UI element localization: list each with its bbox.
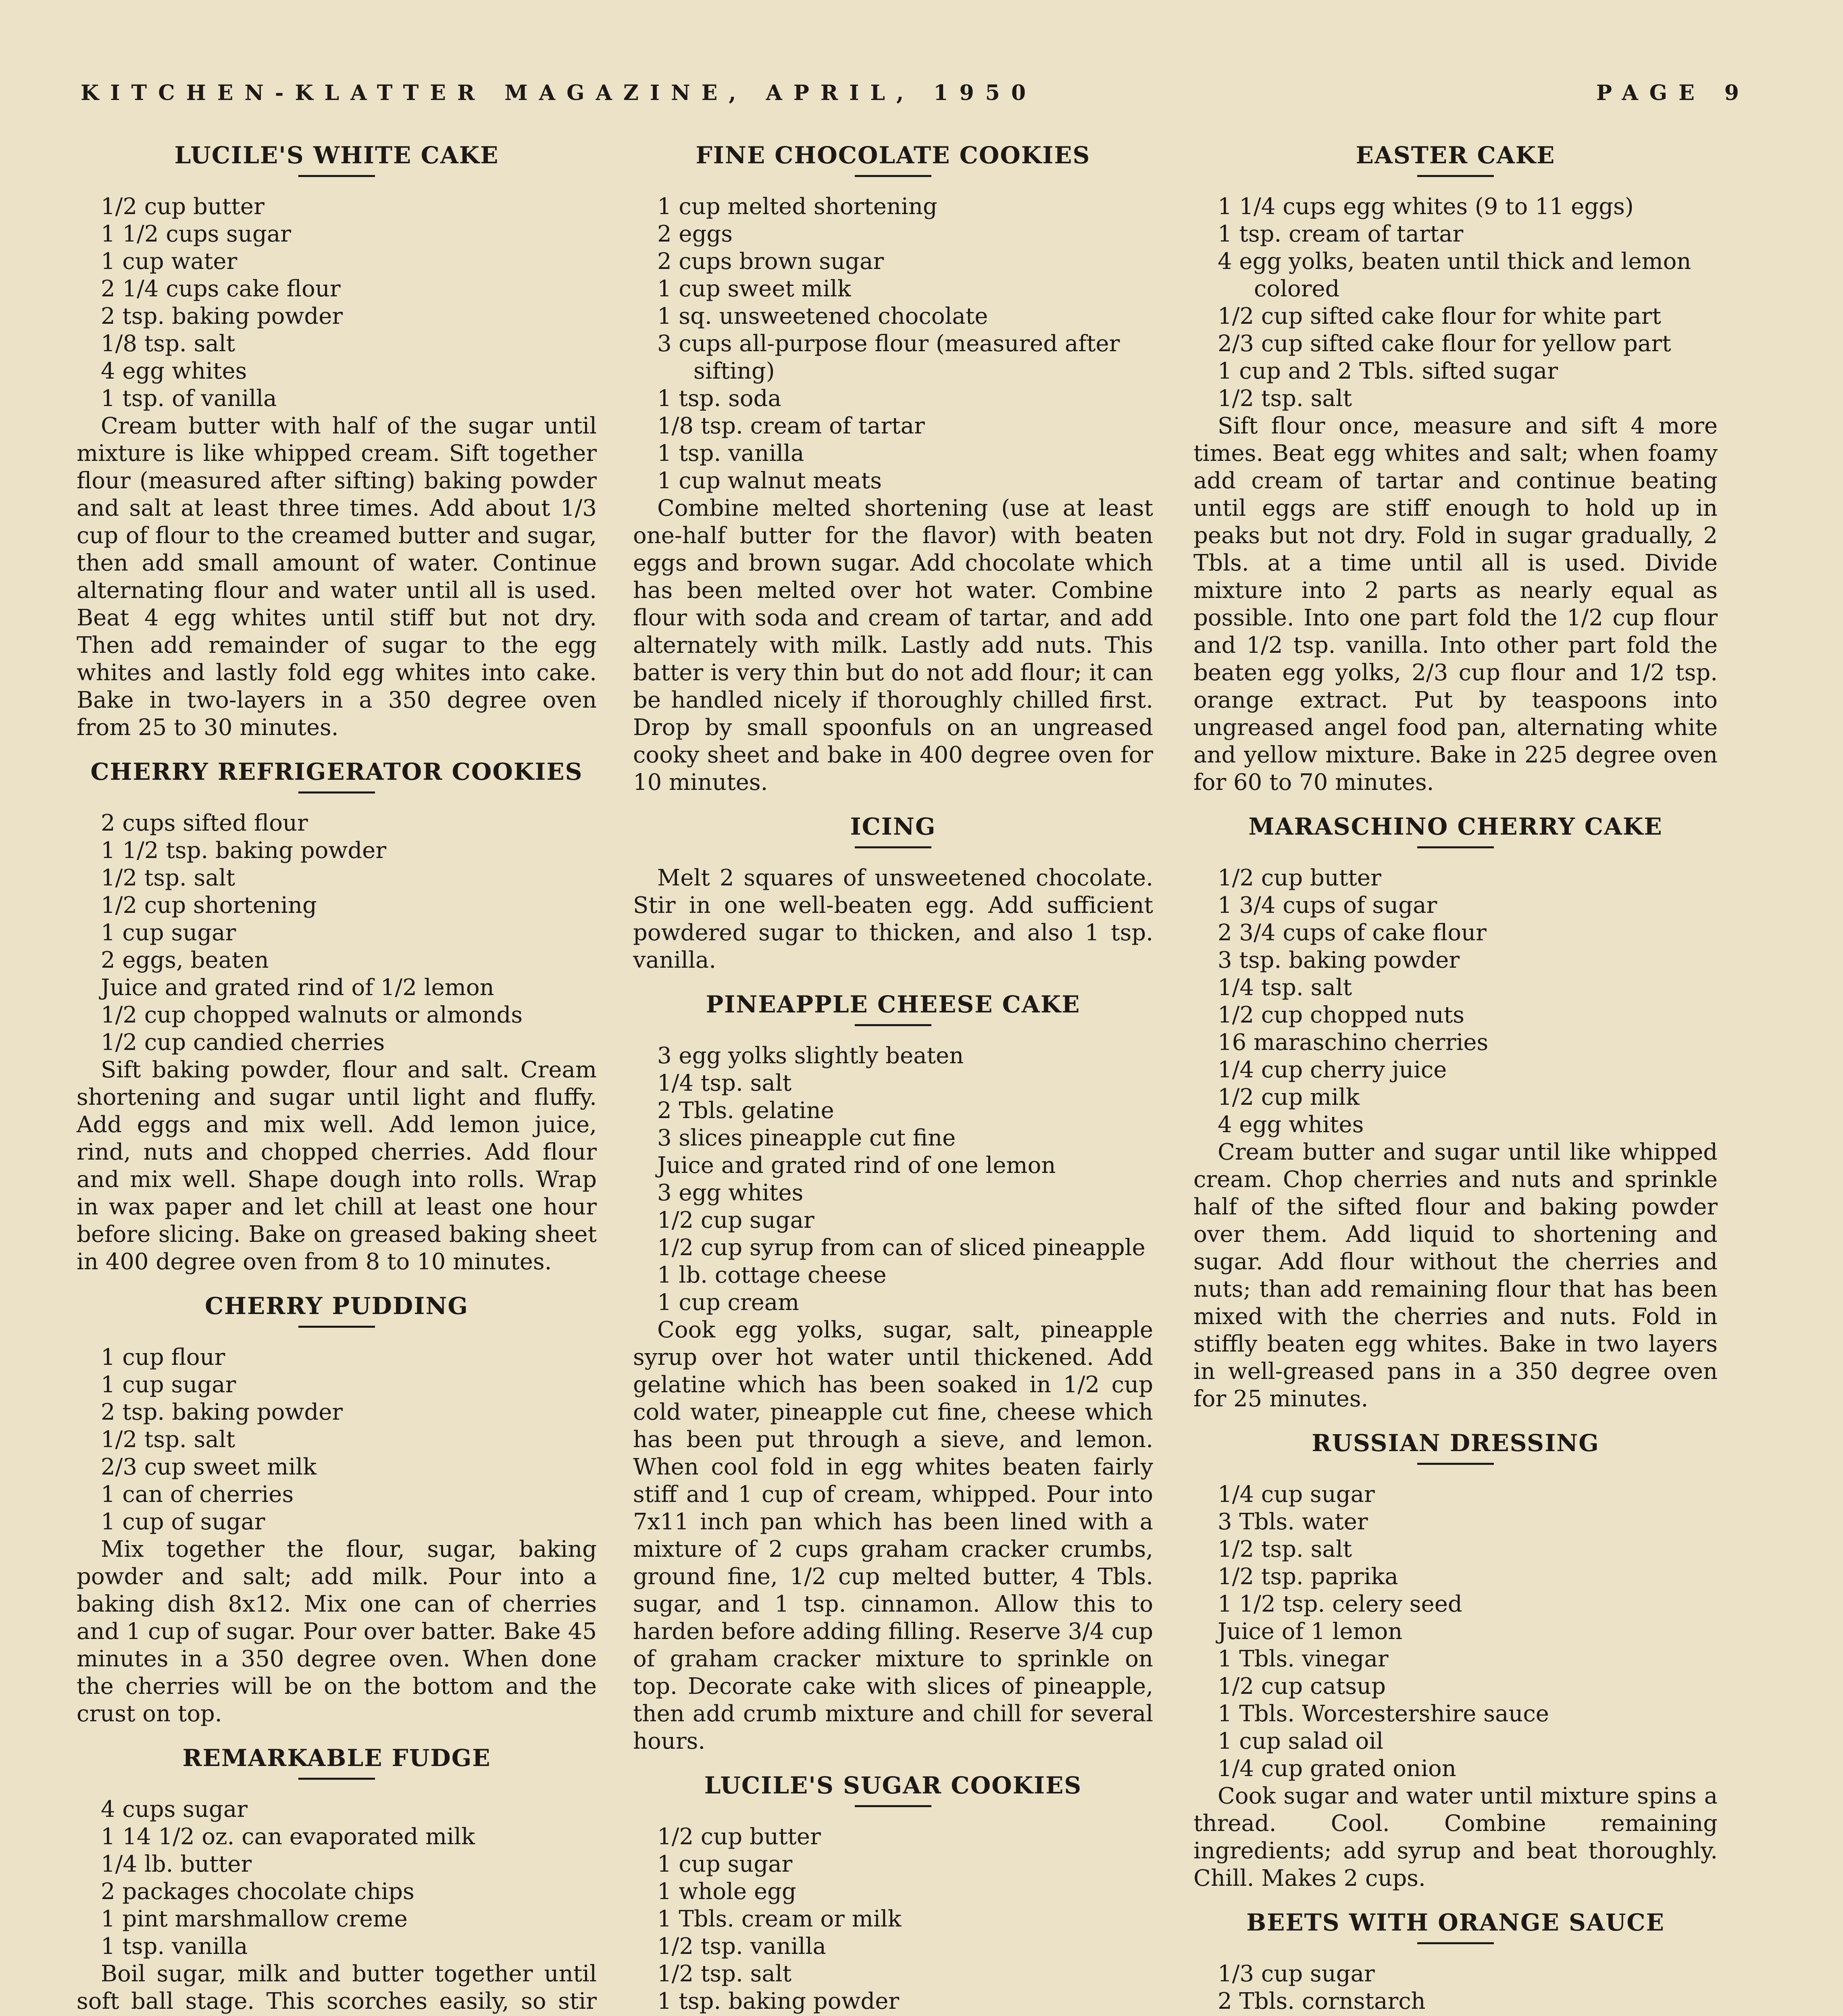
title-rule xyxy=(855,175,931,177)
ingredient: 1/2 cup chopped walnuts or almonds xyxy=(101,1002,523,1028)
ingredient: 2/3 cup sweet milk xyxy=(101,1454,317,1480)
ingredient: 1 cup sweet milk xyxy=(657,276,851,302)
title-rule xyxy=(298,1778,375,1780)
ingredient: 1 tsp. vanilla xyxy=(101,1933,248,1960)
ingredient: 1/8 tsp. salt xyxy=(101,331,235,357)
title-rule xyxy=(855,1805,931,1807)
title-rule xyxy=(298,175,375,177)
ingredient: 4 egg whites xyxy=(101,358,247,384)
ingredient: 1 cup walnut meats xyxy=(657,468,882,494)
ingredient: 1/2 tsp. salt xyxy=(657,1961,792,1987)
recipe xyxy=(77,1744,597,2016)
ingredient: 1/2 cup chopped nuts xyxy=(1218,1002,1465,1028)
ingredient: 1 cup and 2 Tbls. sifted sugar xyxy=(1218,358,1558,384)
ingredient: 1/3 cup sugar xyxy=(1218,1961,1375,1987)
ingredient: 1/2 cup milk xyxy=(1218,1084,1360,1110)
recipe-directions: Boil sugar, milk and butter together until soft ball stage. This scorches easily, so stir xyxy=(77,1961,597,2014)
ingredient: 1 cup cream xyxy=(657,1289,800,1316)
title-rule xyxy=(1417,1463,1494,1465)
ingredient: 1/2 cup syrup from can of sliced pineapple xyxy=(657,1235,1145,1261)
ingredient-list xyxy=(633,1823,1153,2016)
ingredient: 3 egg yolks slightly beaten xyxy=(657,1043,964,1069)
ingredient: 1/2 cup sifted cake flour for white part xyxy=(1218,303,1661,329)
recipe-title: MARASCHINO CHERRY CAKE xyxy=(1248,813,1663,840)
recipe-title: LUCILE'S SUGAR COOKIES xyxy=(704,1772,1082,1799)
ingredient: 2 Tbls. gelatine xyxy=(657,1098,834,1124)
ingredient: 1 3/4 cups of sugar xyxy=(1218,892,1437,918)
ingredient: 1 cup water xyxy=(101,248,237,275)
recipe-directions: Cook sugar and water until mixture spins a thread. Cool. Combine remaining ingredients; add syrup and beat thoroughly. Chill. Makes 2 cups. xyxy=(1193,1783,1718,1891)
ingredient: 1/2 tsp. salt xyxy=(101,1427,235,1453)
ingredient: 1 14 1/2 oz. can evaporated milk xyxy=(101,1824,475,1850)
ingredient-list xyxy=(1193,193,1718,412)
ingredient: 1 cup salad oil xyxy=(1218,1728,1384,1754)
recipe-title: ICING xyxy=(850,813,936,840)
ingredient-list xyxy=(1193,1960,1718,2016)
ingredient-list xyxy=(1193,1481,1718,1783)
ingredient: 1/4 cup sugar xyxy=(1218,1481,1375,1508)
recipe xyxy=(633,1771,1153,2016)
recipe-title: CHERRY REFRIGERATOR COOKIES xyxy=(90,758,583,785)
ingredient: 1/4 cup cherry juice xyxy=(1218,1057,1447,1083)
recipe-title: FINE CHOCOLATE COOKIES xyxy=(696,142,1091,169)
ingredient-list xyxy=(633,193,1153,495)
ingredient: 1 whole egg xyxy=(657,1879,796,1905)
recipe-directions: Mix together the flour, sugar, baking powder and salt; add milk. Pour into a baking dish 8x12. Mix one can of cherries and 1 cup of sugar. Pour over batter. Bake 45 minutes in a 350 degree oven. When done the cherries will be on the bottom and the crust on top. xyxy=(77,1536,597,1727)
title-rule xyxy=(1417,1942,1494,1944)
ingredient: 1 1/2 tsp. celery seed xyxy=(1218,1591,1462,1617)
recipe-directions: Sift baking powder, flour and salt. Cream shortening and sugar until light and fluffy. Add eggs and mix well. Add lemon juice, rind, nuts and chopped cherries. Add flour and mix well. Shape dough into rolls. Wrap in wax paper and let chill at least one hour before slicing. Bake on greased baking sheet in 400 degree oven from 8 to 10 minutes. xyxy=(77,1057,597,1275)
recipe-title: REMARKABLE FUDGE xyxy=(182,1744,491,1772)
ingredient: 2 tsp. baking powder xyxy=(101,303,343,329)
ingredient: 4 cups sugar xyxy=(101,1796,248,1822)
column-1 xyxy=(77,141,597,2016)
ingredient: 1 tsp. baking powder xyxy=(657,1988,900,2014)
ingredient: 1 cup of sugar xyxy=(101,1509,265,1535)
ingredient: 2 eggs, beaten xyxy=(101,947,269,973)
title-rule xyxy=(1417,846,1494,848)
recipe xyxy=(633,990,1153,1755)
ingredient: 1/4 tsp. salt xyxy=(1218,975,1352,1001)
recipe xyxy=(1193,812,1718,1413)
recipe-directions: Cream butter with half of the sugar until mixture is like whipped cream. Sift together flour (measured after sifting) baking powder and salt at least three times. Add about 1/3 cup of flour to the creamed butter and sugar, then add small amount of water. Continue alternating flour and water until all is used. Beat 4 egg whites until stiff but not dry. Then add remainder of sugar to the egg whites and lastly fold egg whites into cake. Bake in two-layers in a 350 degree oven from 25 to 30 minutes. xyxy=(77,413,597,741)
ingredient-list xyxy=(77,1344,597,1536)
ingredient: 1/2 cup sugar xyxy=(657,1207,814,1233)
recipe xyxy=(633,812,1153,974)
ingredient: 16 maraschino cherries xyxy=(1218,1029,1489,1056)
ingredient: 1 tsp. soda xyxy=(657,385,781,412)
recipe xyxy=(77,758,597,1276)
ingredient: 1/4 tsp. salt xyxy=(657,1070,792,1096)
recipe-directions: Sift flour once, measure and sift 4 more times. Beat egg whites and salt; when foamy add cream of tartar and continue beating until eggs are stiff enough to hold up in peaks but not dry. Fold in sugar gradually, 2 Tbls. at a time until all is used. Divide mixture into 2 parts as nearly equal as possible. Into one part fold the 1/2 cup flour and 1/2 tsp. vanilla. Into other part fold the beaten egg yolks, 2/3 cup flour and 1/2 tsp. orange extract. Put by teaspoons into ungreased angel food pan, alternating white and yellow mixture. Bake in 225 degree oven for 60 to 70 minutes. xyxy=(1193,413,1718,796)
ingredient: 1 1/2 tsp. baking powder xyxy=(101,837,387,864)
ingredient: 1/2 cup butter xyxy=(657,1824,821,1850)
ingredient: Juice of 1 lemon xyxy=(1218,1618,1403,1645)
ingredient: 1/2 cup candied cherries xyxy=(101,1029,385,1056)
title-rule xyxy=(298,1326,375,1328)
ingredient: 1 Tbls. vinegar xyxy=(1218,1646,1389,1672)
ingredient: 1/2 cup catsup xyxy=(1218,1673,1386,1699)
ingredient: 2 packages chocolate chips xyxy=(101,1879,414,1905)
recipe-title: BEETS WITH ORANGE SAUCE xyxy=(1246,1909,1665,1936)
ingredient: 4 egg whites xyxy=(1218,1112,1364,1138)
ingredient: 1 cup sugar xyxy=(101,920,236,946)
ingredient: 1/2 tsp. vanilla xyxy=(657,1933,826,1960)
recipe-directions: Combine melted shortening (use at least one-half butter for the flavor) with beaten eggs and brown sugar. Add chocolate which has been melted over hot water. Combine flour with soda and cream of tartar, and add alternately with milk. Lastly add nuts. This batter is very thin but do not add flour; it can be handled nicely if thoroughly chilled first. Drop by small spoonfuls on an ungreased cooky sheet and bake in 400 degree oven for 10 minutes. xyxy=(633,495,1153,796)
recipe-directions: Cook egg yolks, sugar, salt, pineapple syrup over hot water until thickened. Add gelatine which has been soaked in 1/2 cup cold water, pineapple cut fine, cheese which has been put through a sieve, and lemon. When cool fold in egg whites beaten fairly stiff and 1 cup of cream, whipped. Pour into 7x11 inch pan which has been lined with a mixture of 2 cups graham cracker crumbs, ground fine, 1/2 cup melted butter, 4 Tbls. sugar, and 1 tsp. cinnamon. Allow this to harden before adding filling. Reserve 3/4 cup of graham cracker mixture to sprinkle on top. Decorate cake with slices of pineapple, then add crumb mixture and chill for several hours. xyxy=(633,1317,1153,1754)
ingredient-list xyxy=(633,1042,1153,1316)
recipe xyxy=(1193,1429,1718,1892)
ingredient: 1/2 cup butter xyxy=(1218,865,1381,891)
ingredient: 3 tsp. baking powder xyxy=(1218,947,1460,973)
masthead: KITCHEN-KLATTER MAGAZINE, APRIL, 1950 xyxy=(81,81,1037,105)
ingredient: 1 tsp. cream of tartar xyxy=(1218,221,1464,247)
ingredient: 1/4 lb. butter xyxy=(101,1851,252,1877)
title-rule xyxy=(298,791,375,793)
ingredient-list xyxy=(77,1796,597,1960)
ingredient: 1 tsp. vanilla xyxy=(657,440,804,467)
ingredient: 1 1/4 cups egg whites (9 to 11 eggs) xyxy=(1218,194,1634,220)
ingredient: 1/2 tsp. salt xyxy=(101,865,235,891)
ingredient: 1 lb. cottage cheese xyxy=(657,1262,887,1288)
title-rule xyxy=(855,846,931,848)
recipe-title: RUSSIAN DRESSING xyxy=(1312,1429,1599,1457)
ingredient-list xyxy=(77,193,597,412)
ingredient: 1/4 cup grated onion xyxy=(1218,1756,1456,1782)
ingredient: 1 cup sugar xyxy=(101,1372,236,1398)
ingredient: 1 can of cherries xyxy=(101,1481,294,1508)
page-header xyxy=(81,81,1750,117)
recipe-title: CHERRY PUDDING xyxy=(205,1292,469,1320)
recipe-directions: Cream butter and sugar until like whipped cream. Chop cherries and nuts and sprinkle half of the sifted flour and baking powder over them. Add liquid to shortening and sugar. Add flour without the cherries and nuts; than add remaining flour that has been mixed with the cherries and nuts. Fold in stiffly beaten egg whites. Bake in two layers in well-greased pans in a 350 degree oven for 25 minutes. xyxy=(1193,1139,1718,1412)
ingredient: 1/2 cup shortening xyxy=(101,892,317,918)
ingredient: 2 tsp. baking powder xyxy=(101,1399,343,1425)
ingredient: Juice and grated rind of 1/2 lemon xyxy=(101,975,494,1001)
recipe xyxy=(633,141,1153,796)
ingredient: 1 cup melted shortening xyxy=(657,194,937,220)
ingredient: Juice and grated rind of one lemon xyxy=(657,1152,1056,1179)
ingredient-list xyxy=(77,810,597,1056)
recipe-title: EASTER CAKE xyxy=(1356,142,1556,169)
ingredient: 3 egg whites xyxy=(657,1180,804,1206)
recipe xyxy=(77,141,597,741)
ingredient: 3 cups all-purpose flour (measured after sifting) xyxy=(657,331,1120,384)
ingredient: 1/8 tsp. cream of tartar xyxy=(657,413,925,439)
ingredient: 1 Tbls. cream or milk xyxy=(657,1906,902,1932)
ingredient: 2/3 cup sifted cake flour for yellow part xyxy=(1218,331,1671,357)
ingredient: 2 1/4 cups cake flour xyxy=(101,276,341,302)
recipe xyxy=(1193,1908,1718,2016)
recipe-title: LUCILE'S WHITE CAKE xyxy=(174,142,499,169)
ingredient: 2 cups sifted flour xyxy=(101,810,308,836)
recipe xyxy=(77,1292,597,1728)
recipe-title: PINEAPPLE CHEESE CAKE xyxy=(706,991,1081,1018)
ingredient: 1/2 tsp. salt xyxy=(1218,1536,1352,1562)
ingredient: 1/2 tsp. paprika xyxy=(1218,1564,1398,1590)
ingredient: 1 cup flour xyxy=(101,1344,225,1370)
ingredient: 1 cup sugar xyxy=(657,1851,793,1877)
ingredient: 1 1/2 cups sugar xyxy=(101,221,291,247)
ingredient: 1/2 cup butter xyxy=(101,194,264,220)
ingredient: 4 egg yolks, beaten until thick and lemon colored xyxy=(1218,248,1691,302)
ingredient: 2 Tbls. cornstarch xyxy=(1218,1988,1426,2014)
ingredient: 3 Tbls. water xyxy=(1218,1509,1368,1535)
ingredient: 3 slices pineapple cut fine xyxy=(657,1125,956,1151)
column-3 xyxy=(1193,141,1718,2016)
ingredient: 1 pint marshmallow creme xyxy=(101,1906,408,1932)
ingredient: 1 Tbls. Worcestershire sauce xyxy=(1218,1701,1549,1727)
title-rule xyxy=(1417,175,1494,177)
recipe xyxy=(1193,141,1718,796)
column-2 xyxy=(633,141,1153,2016)
ingredient: 1 tsp. of vanilla xyxy=(101,385,277,412)
ingredient: 1/2 tsp. salt xyxy=(1218,385,1352,412)
ingredient: 2 cups brown sugar xyxy=(657,248,884,275)
page-number: PAGE 9 xyxy=(1596,81,1750,105)
recipe-directions: Melt 2 squares of unsweetened chocolate. Stir in one well-beaten egg. Add sufficient powdered sugar to thicken, and also 1 tsp. vanilla. xyxy=(633,865,1153,973)
ingredient: 2 3/4 cups of cake flour xyxy=(1218,920,1487,946)
title-rule xyxy=(855,1024,931,1026)
ingredient: 1 sq. unsweetened chocolate xyxy=(657,303,988,329)
ingredient: 2 eggs xyxy=(657,221,733,247)
ingredient-list xyxy=(1193,864,1718,1139)
